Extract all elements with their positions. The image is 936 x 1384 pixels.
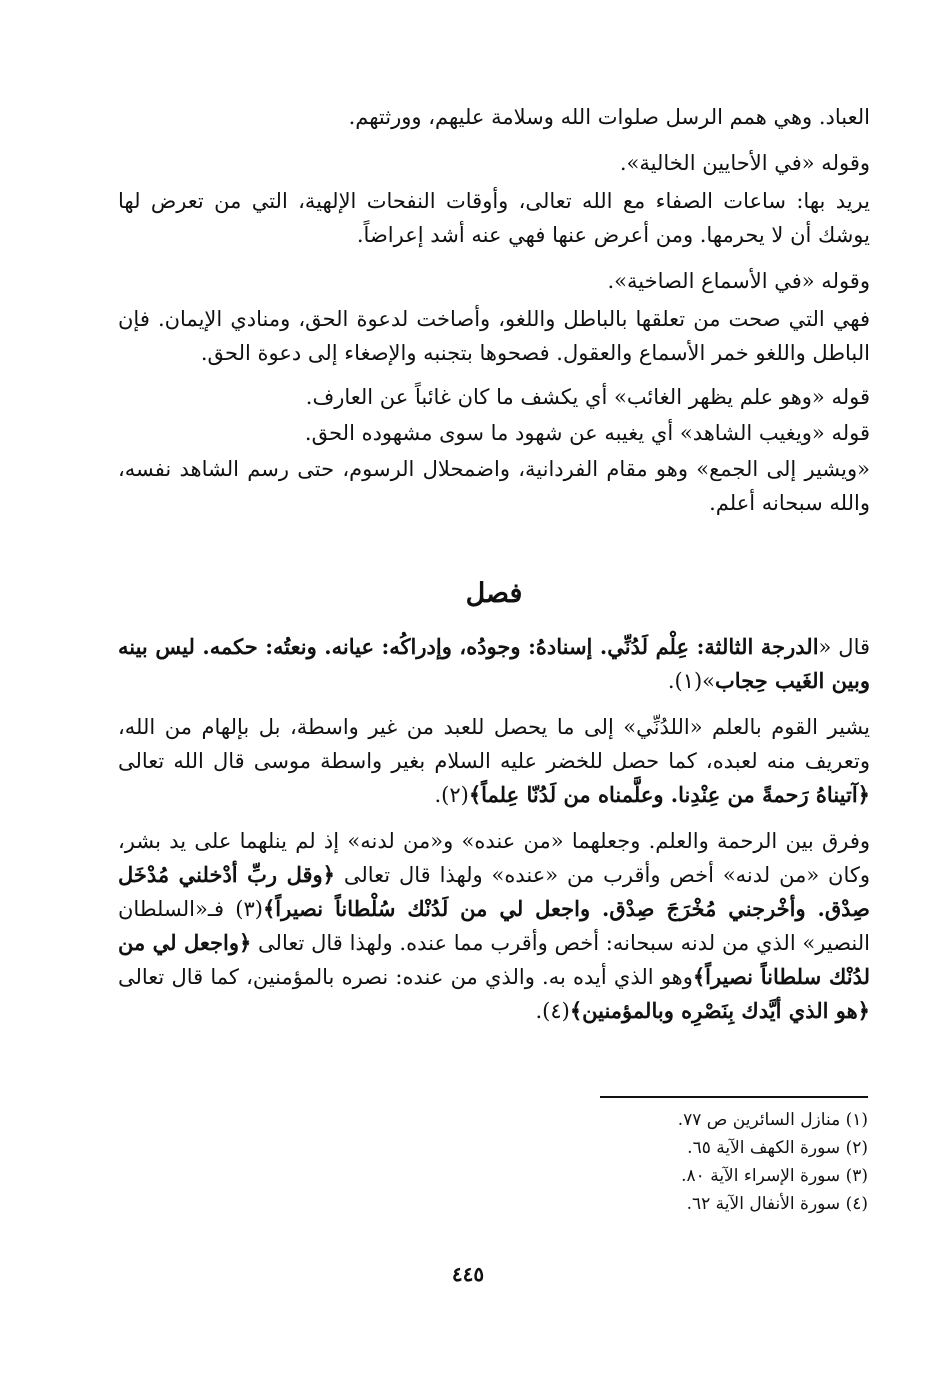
quote-third-degree: الدرجة الثالثة: عِلْم لَدُنِّي. إسنادهُ: وجودُه، وإدراكُه: عيانه. ونعتُه: حكمه. ليس بينه وبين الغَيب حِجاب [118,634,870,693]
rahma-text-a: وفرق بين الرحمة والعلم. وجعلهما «من عنده» و«من لدنه» إذ لم ينلهما على يد بشر، وكان «من لدنه» أخص وأقرب من «عنده» ولهذا قال تعالى [118,829,871,887]
footnote-separator [600,1096,868,1098]
verse-isra: ﴿وقل ربِّ أدْخلني مُدْخَل صِدْق. وأخْرجني مُخْرَجَ صِدْق. واجعل لي من لَدُنْك سُلْطاناً نصيراً﴾ [118,862,870,921]
footnote-ref-4: (٤). [535,999,570,1023]
rahma-text-c: وهو الذي أيده به. والذي من عنده: نصره بالمؤمنين، كما قال تعالى [118,965,693,989]
footnote-ref-3: (٣) [235,897,263,921]
paragraph-ghaib: قوله «وهو علم يظهر الغائب» أي يكشف ما كان غائباً عن العارف. [305,385,870,409]
text-upper [118,100,870,520]
ladunni-text: يشير القوم بالعلم «اللدُنِّي» إلى ما يحصل للعبد من غير واسطة، بل بإلهام من الله، وتعريف منه لعبده، كما حصل للخضر عليه السلام بغير واسطة موسى قال الله تعالى [118,715,870,773]
paragraph-shahid: قوله «ويغيب الشاهد» أي يغيبه عن شهود ما سوى مشهوده الحق. [304,421,870,445]
footnotes [500,1106,868,1218]
text-lower [118,630,870,1028]
paragraph-closing-previous: العباد. وهي همم الرسل صلوات الله وسلامة عليهم، وورثتهم. [348,105,870,129]
paragraph-quote-ahayin: وقوله «في الأحايين الخالية». [619,151,870,175]
section-heading: فصل [465,578,523,609]
verse-anfal: ﴿هو الذي أيَّدك بِنَصْرِه وبالمؤمنين﴾ [569,998,870,1023]
quote-close: »(١). [667,669,716,693]
paragraph-third-degree [118,630,870,698]
footnote-3: (٣) سورة الإسراء الآية ٨٠. [681,1166,868,1186]
rahma-text-b: فـ«السلطان النصير» الذي من لدنه سبحانه: أخص وأقرب مما عنده. ولهذا قال تعالى [118,897,870,955]
paragraph-explanation-ahayin: يريد بها: ساعات الصفاء مع الله تعالى، وأوقات النفحات الإلهية، التي من تعرض لها يوشك أن لا يحرمها. ومن أعرض عنها فهي عنه أشد إعراضاً. [118,189,870,247]
paragraph-rahma-ilm [118,824,870,1028]
footnote-4: (٤) سورة الأنفال الآية ٦٢. [686,1194,868,1214]
paragraph-ladunni [118,710,870,812]
quote-intro: قال « [818,635,871,659]
verse-kahf: ﴿آتيناهُ رَحمةً من عِنْدِنا. وعلَّمناه من لَدُنّا عِلماً﴾ [468,782,870,807]
footnote-2: (٢) سورة الكهف الآية ٦٥. [687,1138,868,1158]
footnote-1: (١) منازل السائرين ص ٧٧. [677,1110,868,1130]
footnote-ref-2: (٢). [434,783,469,807]
paragraph-explanation-asma: فهي التي صحت من تعلقها بالباطل واللغو، وأصاخت لدعوة الحق، ومنادي الإيمان. فإن الباطل واللغو خمر الأسماع والعقول. فصحوها بتجنبه والإصغاء إلى دعوة الحق. [118,307,870,365]
paragraph-jam: «ويشير إلى الجمع» وهو مقام الفردانية، واضمحلال الرسوم، حتى رسم الشاهد نفسه، والله سبحانه أعلم. [118,457,870,515]
paragraph-quote-asma: وقوله «في الأسماع الصاخية». [607,269,870,293]
page-number: ٤٤٥ [451,1262,485,1286]
verse-isra-short: ﴿واجعل لي من لدُنْك سلطاناً نصيراً﴾ [118,930,870,989]
